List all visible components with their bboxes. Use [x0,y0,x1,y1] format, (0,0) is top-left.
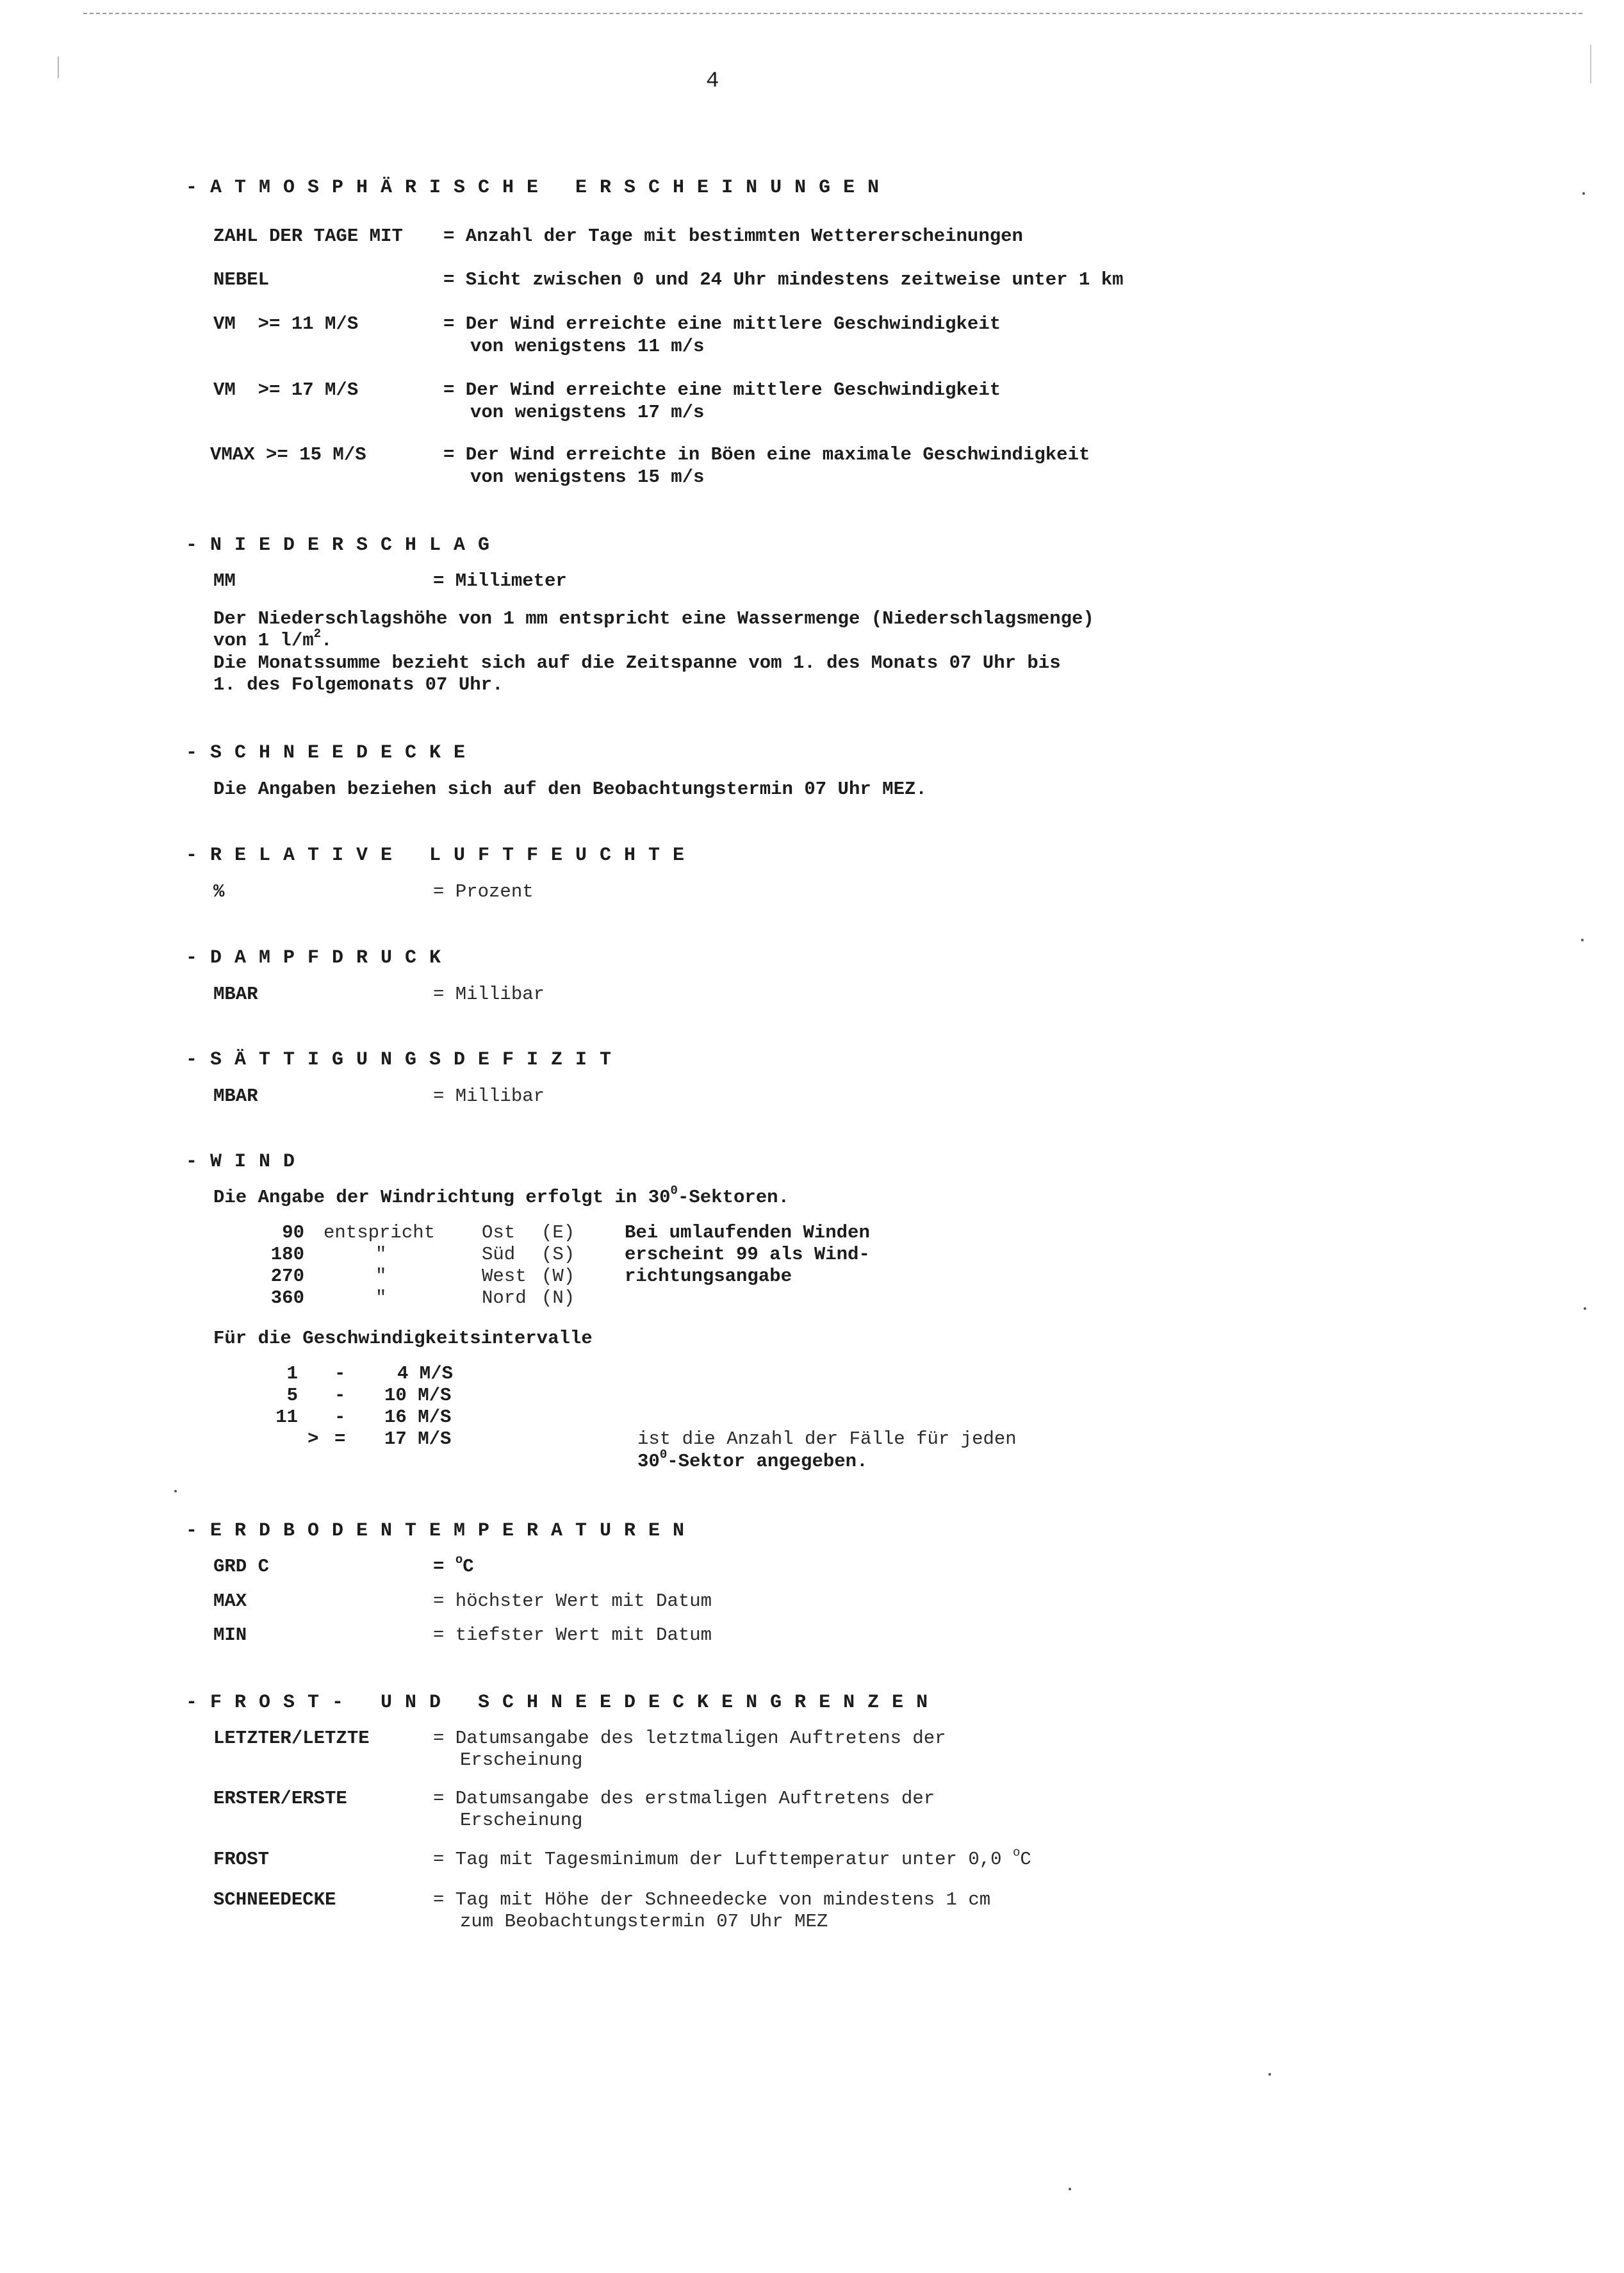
paragraph-line: 1. des Folgemonats 07 Uhr. [213,674,504,695]
speed-separator: - [334,1407,346,1428]
definition: = tiefster Wert mit Datum [433,1624,712,1646]
definition-text: C [463,1556,474,1577]
paragraph-line [213,1184,789,1208]
scan-speck [174,1490,177,1492]
superscript: o [455,1553,463,1567]
wind-count-note: ist die Anzahl der Fälle für jeden [637,1428,1017,1450]
term-zahl-der-tage: ZAHL DER TAGE MIT [213,226,403,247]
note-text: -Sektor angegeben. [667,1451,868,1472]
definition: = Datumsangabe des erstmaligen Auftretens der [433,1788,935,1809]
term-grd-c: GRD C [213,1556,270,1577]
note-text: 30 [637,1451,660,1472]
definition: = Tag mit Höhe der Schneedecke von mindestens 1 cm [433,1889,991,1910]
definition-continued: zum Beobachtungstermin 07 Uhr MEZ [460,1911,828,1932]
term-mbar: MBAR [213,1086,258,1107]
top-rule [83,13,1582,14]
definition-text: = [433,1556,455,1577]
definition: = Millimeter [433,570,567,591]
direction-name: West [482,1266,527,1287]
speed-from: 1 [286,1363,298,1384]
direction-abbr: (S) [541,1244,575,1265]
speed-from: > [308,1428,319,1450]
definition-continued: von wenigstens 15 m/s [470,467,705,488]
term-vmax-15: VMAX >= 15 M/S [210,444,366,465]
scan-speck [1584,1307,1586,1310]
direction-degree: 360 [270,1287,304,1309]
section-heading-frost-schneedecke: -FROST- UND SCHNEEDECKENGRENZEN [186,1692,941,1714]
speed-to: 17 M/S [384,1428,452,1450]
superscript: 2 [313,627,322,641]
section-heading-atmospheric: -ATMOSPHÄRISCHE ERSCHEINUNGEN [186,177,892,199]
paragraph-text: -Sektoren. [677,1187,789,1208]
wind-note: richtungsangabe [625,1266,792,1287]
wind-count-note [637,1448,868,1472]
term-min: MIN [213,1624,247,1646]
definition: = höchster Wert mit Datum [433,1591,712,1612]
term-schneedecke: SCHNEEDECKE [213,1889,336,1910]
section-heading-dampfdruck: -DAMPFDRUCK [186,947,454,969]
speed-separator: = [334,1428,346,1450]
definition-text: = Tag mit Tagesminimum der Lufttemperatur unter 0,0 [433,1849,1013,1870]
term-mbar: MBAR [213,984,258,1005]
scan-edge-mark [1590,45,1591,83]
page-number: 4 [706,69,719,94]
term-vm-17: VM >= 17 M/S [213,379,359,401]
direction-name: Süd [482,1244,516,1265]
section-heading-erdbodentemperaturen: -ERDBODENTEMPERATUREN [186,1520,698,1542]
definition-continued: Erscheinung [460,1749,583,1771]
direction-degree: 90 [282,1222,304,1243]
speed-from: 11 [275,1407,298,1428]
term-vm-11: VM >= 11 M/S [213,313,359,335]
speed-from: 5 [286,1385,298,1406]
scan-speck [1069,2188,1071,2190]
definition: = Millibar [433,984,545,1005]
direction-abbr: (W) [541,1266,575,1287]
scan-speck [1581,939,1584,941]
term-percent: % [213,881,225,902]
definition: = Anzahl der Tage mit bestimmten Wettererscheinungen [443,226,1023,247]
paragraph-text: Die Angabe der Windrichtung erfolgt in 30 [213,1187,671,1208]
speed-separator: - [334,1363,346,1384]
wind-note: erscheint 99 als Wind- [625,1244,870,1265]
direction-word: " [375,1287,387,1309]
wind-note: Bei umlaufenden Winden [625,1222,870,1243]
speed-to: 16 M/S [384,1407,452,1428]
section-heading-luftfeuchte: -RELATIVE LUFTFEUCHTE [186,845,698,866]
definition: = Millibar [433,1086,545,1107]
definition: = Der Wind erreichte in Böen eine maximale Geschwindigkeit [443,444,1090,465]
superscript: o [1012,1846,1021,1860]
definition: = Datumsangabe des letztmaligen Auftretens der [433,1728,946,1749]
direction-word: entspricht [324,1222,436,1243]
term-frost: FROST [213,1849,270,1870]
paragraph-line: Der Niederschlagshöhe von 1 mm entspricht eine Wassermenge (Niederschlagsmenge) [213,608,1094,629]
paragraph-text: . [321,630,332,651]
section-heading-saettigungsdefizit: -SÄTTIGUNGSDEFIZIT [186,1049,625,1071]
definition [433,1553,474,1577]
paragraph-line [213,627,332,651]
section-heading-wind: -WIND [186,1151,308,1173]
definition-continued: von wenigstens 17 m/s [470,402,705,423]
definition-continued: Erscheinung [460,1810,583,1831]
term-nebel: NEBEL [213,269,270,290]
paragraph-text: von 1 l/m [213,630,314,651]
term-mm: MM [213,570,236,591]
definition: = Der Wind erreichte eine mittlere Geschwindigkeit [443,313,1001,335]
direction-degree: 180 [270,1244,304,1265]
superscript: 0 [670,1184,678,1198]
superscript: 0 [659,1448,668,1462]
definition [433,1846,1031,1870]
paragraph-line: Die Monatssumme bezieht sich auf die Zeitspanne vom 1. des Monats 07 Uhr bis [213,652,1061,674]
direction-name: Nord [482,1287,527,1309]
section-heading-schneedecke: -SCHNEEDECKE [186,742,479,764]
scan-speck [1582,192,1585,195]
section-heading-niederschlag: -NIEDERSCHLAG [186,534,503,556]
direction-abbr: (E) [541,1222,575,1243]
definition: = Prozent [433,881,534,902]
scan-speck [1268,2073,1271,2076]
definition: = Der Wind erreichte eine mittlere Geschwindigkeit [443,379,1001,401]
paragraph-line: Die Angaben beziehen sich auf den Beobachtungstermin 07 Uhr MEZ. [213,779,927,800]
speed-to: 4 M/S [397,1363,454,1384]
paragraph-line: Für die Geschwindigkeitsintervalle [213,1328,593,1349]
direction-word: " [375,1244,387,1265]
direction-name: Ost [482,1222,516,1243]
speed-to: 10 M/S [384,1385,452,1406]
scan-edge-mark [58,56,59,78]
direction-degree: 270 [270,1266,304,1287]
term-erster: ERSTER/ERSTE [213,1788,347,1809]
term-letzter: LETZTER/LETZTE [213,1728,370,1749]
definition-continued: von wenigstens 11 m/s [470,336,705,357]
direction-abbr: (N) [541,1287,575,1309]
definition: = Sicht zwischen 0 und 24 Uhr mindestens zeitweise unter 1 km [443,269,1124,290]
speed-separator: - [334,1385,346,1406]
term-max: MAX [213,1591,247,1612]
definition-text: C [1020,1849,1031,1870]
direction-word: " [375,1266,387,1287]
